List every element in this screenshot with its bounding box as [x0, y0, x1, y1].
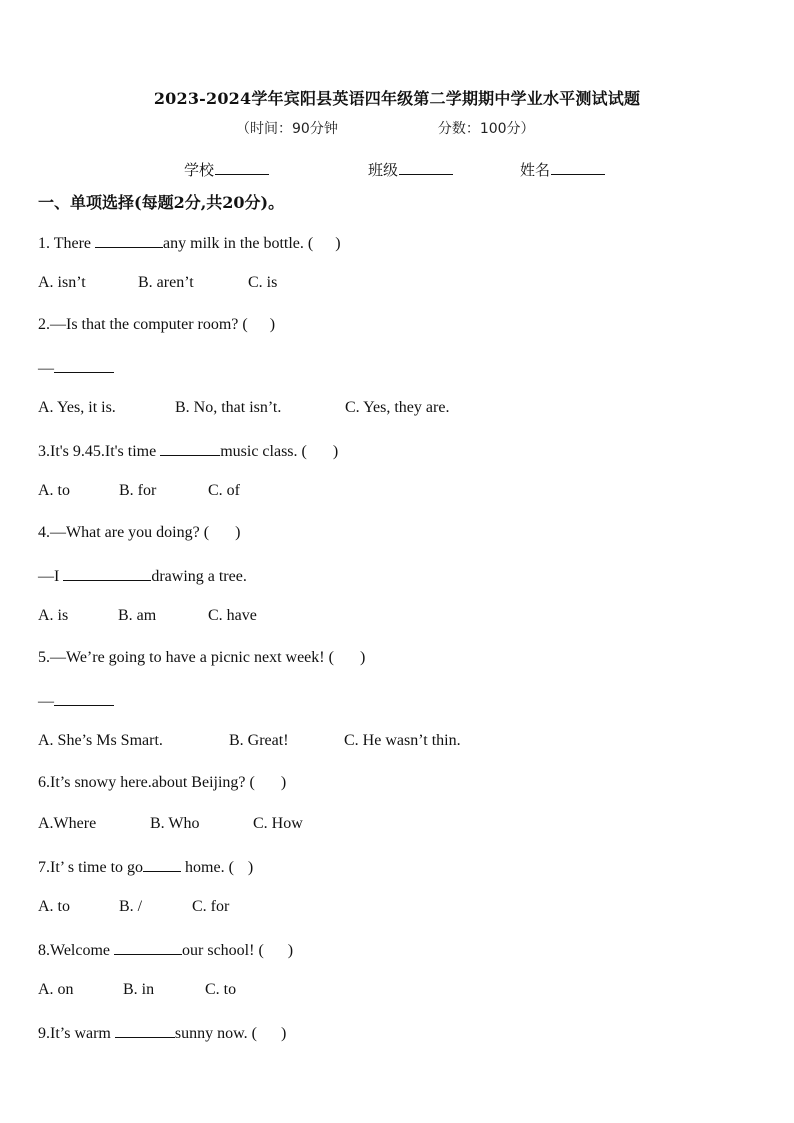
- option-c[interactable]: C. have: [208, 607, 257, 624]
- name-field: [520, 159, 605, 180]
- answer-paren: ): [335, 235, 341, 252]
- answer-paren: ): [287, 942, 294, 959]
- option-b[interactable]: B. in: [123, 981, 155, 998]
- options-3: [38, 482, 240, 500]
- class-field: [368, 159, 453, 180]
- answer-blank[interactable]: [54, 691, 114, 706]
- options-2: [38, 399, 449, 417]
- answer-line-4: [38, 566, 247, 586]
- option-c[interactable]: C. for: [192, 898, 230, 915]
- answer-paren: ): [280, 1025, 287, 1042]
- option-a[interactable]: A. on: [38, 981, 74, 998]
- option-a[interactable]: A. Yes, it is.: [38, 399, 116, 416]
- option-c[interactable]: C. of: [208, 482, 240, 499]
- question-text: music class. (: [220, 443, 307, 460]
- question-text: 3.It's 9.45.It's time: [38, 443, 161, 460]
- option-a[interactable]: A. is: [38, 607, 69, 624]
- option-c[interactable]: C. Yes, they are.: [345, 399, 450, 416]
- answer-paren: ): [247, 859, 254, 876]
- options-6: [38, 815, 303, 833]
- question-5: [38, 649, 365, 667]
- answer-line-5: [38, 691, 114, 711]
- question-text: any milk in the bottle. (: [163, 235, 314, 252]
- option-a[interactable]: A. isn’t: [38, 274, 86, 291]
- option-b[interactable]: B. Great!: [229, 732, 289, 749]
- question-8: [38, 940, 293, 960]
- options-7: [38, 898, 229, 916]
- class-blank[interactable]: [399, 160, 453, 175]
- answer-paren: ): [235, 524, 241, 541]
- option-a[interactable]: A. She’s Ms Smart.: [38, 732, 163, 749]
- question-text: home. (: [181, 859, 234, 876]
- option-b[interactable]: B. aren’t: [138, 274, 194, 291]
- class-label: 班级: [368, 161, 399, 179]
- option-b[interactable]: B. for: [119, 482, 157, 499]
- option-b[interactable]: B. No, that isn’t.: [175, 399, 282, 416]
- option-b[interactable]: B. /: [119, 898, 143, 915]
- question-text: —I: [38, 568, 64, 585]
- question-3: [38, 441, 338, 461]
- school-label: 学校: [184, 161, 215, 179]
- answer-paren: ): [280, 774, 287, 791]
- question-text: 9.It’s warm: [38, 1025, 115, 1042]
- question-text: 6.It’s snowy here.about Beijing? (: [38, 774, 255, 791]
- option-b[interactable]: B. am: [118, 607, 157, 624]
- page-title: 2023-2024学年宾阳县英语四年级第二学期期中学业水平测试试题: [153, 89, 641, 108]
- options-1: [38, 274, 277, 292]
- answer-blank[interactable]: [63, 566, 151, 581]
- option-c[interactable]: C. He wasn’t thin.: [344, 732, 461, 749]
- question-9: [38, 1023, 286, 1043]
- question-text: 2.—Is that the computer room? (: [38, 316, 248, 333]
- option-a[interactable]: A. to: [38, 482, 70, 499]
- question-text: 8.Welcome: [38, 942, 115, 959]
- answer-blank[interactable]: [143, 857, 181, 872]
- option-a[interactable]: A. to: [38, 898, 70, 915]
- answer-paren: ): [332, 443, 339, 460]
- question-1: [38, 233, 341, 253]
- option-c[interactable]: C. to: [205, 981, 237, 998]
- name-label: 姓名: [520, 161, 551, 179]
- question-6: [38, 774, 286, 792]
- answer-blank[interactable]: [114, 940, 182, 955]
- option-c[interactable]: C. How: [253, 815, 303, 832]
- question-2: [38, 316, 275, 334]
- answer-blank[interactable]: [160, 441, 220, 456]
- total-score: 分数：100分）: [437, 121, 535, 137]
- option-c[interactable]: C. is: [248, 274, 278, 291]
- answer-blank[interactable]: [95, 233, 163, 248]
- option-a[interactable]: A.Where: [38, 815, 97, 832]
- question-7: [38, 857, 253, 877]
- dash: —: [38, 693, 54, 710]
- section-title: 一、单项选择(每题2分,共20分)。: [38, 193, 285, 212]
- question-text: sunny now. (: [174, 1025, 257, 1042]
- question-text: 7.It’ s time to go: [38, 859, 144, 876]
- name-blank[interactable]: [551, 160, 605, 175]
- dash: —: [38, 360, 54, 377]
- answer-blank[interactable]: [115, 1023, 175, 1038]
- answer-blank[interactable]: [54, 358, 114, 373]
- options-5: [38, 732, 461, 750]
- question-text: our school! (: [182, 942, 264, 959]
- answer-paren: ): [269, 316, 276, 333]
- answer-line-2: [38, 358, 114, 378]
- answer-paren: ): [359, 649, 366, 666]
- option-b[interactable]: B. Who: [150, 815, 200, 832]
- school-field: [184, 159, 269, 180]
- time-limit: （时间：90分钟: [236, 121, 338, 137]
- school-blank[interactable]: [215, 160, 269, 175]
- question-4: [38, 524, 240, 542]
- options-4: [38, 607, 257, 625]
- options-8: [38, 981, 236, 999]
- question-text: 4.—What are you doing? (: [38, 524, 210, 541]
- question-text: 1. There: [38, 235, 96, 252]
- question-text: drawing a tree.: [151, 568, 247, 585]
- question-text: 5.—We’re going to have a picnic next week! (: [38, 649, 334, 666]
- exam-meta: [236, 118, 535, 138]
